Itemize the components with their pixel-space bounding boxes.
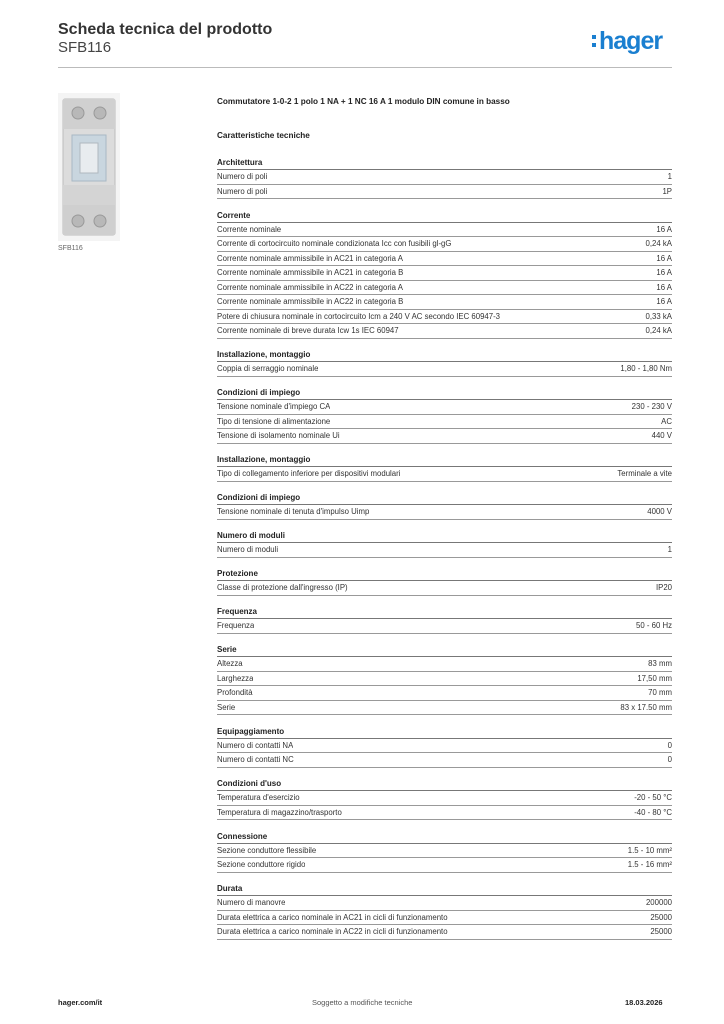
spec-value: 200000 (645, 898, 672, 907)
spec-value: 25000 (650, 927, 672, 936)
spec-label: Temperatura d'esercizio (217, 793, 300, 802)
spec-row (217, 281, 672, 296)
spec-section (217, 644, 672, 715)
spec-row (217, 739, 672, 754)
product-code: SFB116 (58, 39, 112, 56)
spec-row (217, 467, 672, 482)
spec-row (217, 237, 672, 252)
section-title: Numero di moduli (217, 530, 672, 543)
spec-label: Tipo di tensione di alimentazione (217, 416, 331, 426)
product-image (58, 93, 120, 241)
spec-label: Serie (217, 702, 236, 712)
spec-row (217, 672, 672, 687)
section-title: Frequenza (217, 606, 672, 619)
spec-content (217, 97, 672, 950)
spec-section (217, 883, 672, 940)
spec-row (217, 619, 672, 634)
spec-label: Durata elettrica a carico nominale in AC21 in cicli di funzionamento (217, 912, 448, 922)
spec-value: 16 A (656, 253, 672, 263)
spec-label: Corrente di cortocircuito nominale condizionata Icc con fusibili gl-gG (217, 239, 452, 248)
spec-row (217, 429, 672, 444)
spec-value: AC (661, 416, 672, 426)
section-title: Condizioni d'uso (217, 778, 672, 791)
spec-value: 0,24 kA (645, 326, 672, 335)
section-title: Durata (217, 883, 672, 896)
spec-label: Durata elettrica a carico nominale in AC22 in cicli di funzionamento (217, 927, 448, 936)
spec-row (217, 581, 672, 596)
logo-text: hager (599, 27, 663, 55)
spec-row (217, 806, 672, 821)
section-title: Condizioni di impiego (217, 492, 672, 505)
spec-section (217, 492, 672, 520)
page-title: Scheda tecnica del prodotto (58, 21, 273, 38)
spec-value: 1.5 - 16 mm² (627, 860, 672, 869)
spec-row (217, 911, 672, 926)
specs-heading: Caratteristiche tecniche (217, 131, 310, 140)
spec-value: Terminale a vite (617, 469, 672, 478)
spec-label: Tensione di isolamento nominale Ui (217, 431, 340, 440)
spec-value: 0,33 kA (645, 311, 672, 321)
section-title: Protezione (217, 568, 672, 581)
footer-date: 18.03.2026 (625, 998, 663, 1007)
spec-label: Frequenza (217, 621, 255, 630)
spec-row (217, 753, 672, 768)
spec-value: 4000 V (647, 507, 672, 516)
spec-row (217, 252, 672, 267)
spec-value: -20 - 50 °C (634, 793, 672, 802)
spec-label: Numero di contatti NC (217, 755, 294, 764)
spec-section (217, 606, 672, 634)
spec-value: 16 A (656, 297, 672, 306)
spec-row (217, 505, 672, 520)
spec-label: Sezione conduttore rigido (217, 860, 306, 869)
spec-label: Classe di protezione dall'ingresso (IP) (217, 583, 348, 592)
spec-row (217, 701, 672, 716)
spec-sections (217, 157, 672, 940)
spec-section (217, 568, 672, 596)
spec-label: Altezza (217, 659, 243, 668)
spec-value: 83 x 17.50 mm (620, 702, 672, 712)
spec-value: 230 - 230 V (631, 402, 672, 411)
spec-label: Corrente nominale ammissibile in AC22 in categoria A (217, 282, 403, 292)
spec-row (217, 310, 672, 325)
spec-row (217, 170, 672, 185)
spec-label: Temperatura di magazzino/trasporto (217, 807, 342, 817)
section-title: Connessione (217, 831, 672, 844)
section-title: Equipaggiamento (217, 726, 672, 739)
spec-value: 0 (667, 740, 672, 750)
spec-value: 17,50 mm (637, 673, 672, 683)
spec-label: Corrente nominale (217, 224, 282, 234)
spec-value: 16 A (656, 224, 672, 234)
product-description: Commutatore 1-0-2 1 polo 1 NA + 1 NC 16 A 1 modulo DIN comune in basso (217, 97, 510, 106)
spec-label: Potere di chiusura nominale in cortocircuito Icm a 240 V AC secondo IEC 60947-3 (217, 311, 501, 321)
spec-row (217, 686, 672, 701)
spec-section (217, 210, 672, 339)
spec-row (217, 896, 672, 911)
spec-label: Numero di poli (217, 172, 268, 181)
spec-value: 1,80 - 1,80 Nm (620, 364, 672, 373)
spec-label: Tipo di collegamento inferiore per dispositivi modulari (217, 469, 401, 478)
spec-value: 50 - 60 Hz (636, 621, 672, 630)
spec-section (217, 831, 672, 873)
spec-section (217, 778, 672, 820)
spec-label: Profondità (217, 688, 253, 697)
spec-label: Corrente nominale ammissibile in AC21 in categoria B (217, 268, 404, 277)
spec-row (217, 858, 672, 873)
spec-value: 25000 (650, 912, 672, 922)
spec-section (217, 726, 672, 768)
spec-section (217, 454, 672, 482)
logo-dots-icon (592, 31, 596, 49)
spec-row (217, 324, 672, 339)
spec-row (217, 400, 672, 415)
spec-row (217, 657, 672, 672)
spec-row (217, 185, 672, 200)
spec-section (217, 530, 672, 558)
spec-row (217, 791, 672, 806)
spec-row (217, 543, 672, 558)
spec-label: Corrente nominale ammissibile in AC21 in categoria A (217, 253, 403, 263)
spec-label: Sezione conduttore flessibile (217, 845, 317, 855)
switch-device-icon (58, 93, 120, 241)
spec-label: Numero di contatti NA (217, 740, 294, 750)
spec-value: 70 mm (648, 688, 672, 697)
hager-logo (592, 27, 662, 56)
spec-label: Tensione nominale di tenuta d'impulso Uimp (217, 507, 370, 516)
spec-section (217, 157, 672, 199)
spec-label: Larghezza (217, 673, 254, 683)
spec-value: 0 (667, 755, 672, 764)
section-title: Architettura (217, 157, 672, 170)
section-title: Installazione, montaggio (217, 454, 672, 467)
spec-value: 1 (667, 172, 672, 181)
spec-row (217, 415, 672, 430)
product-image-caption: SFB116 (58, 245, 83, 252)
spec-label: Numero di manovre (217, 898, 286, 907)
header-divider (58, 67, 672, 68)
footer-website[interactable]: hager.com/it (58, 998, 103, 1007)
spec-label: Tensione nominale d'impiego CA (217, 402, 331, 411)
spec-row (217, 223, 672, 238)
spec-label: Corrente nominale ammissibile in AC22 in categoria B (217, 297, 404, 306)
spec-row (217, 362, 672, 377)
spec-section (217, 349, 672, 377)
spec-label: Numero di poli (217, 186, 268, 196)
spec-value: 1.5 - 10 mm² (627, 845, 672, 855)
spec-row (217, 295, 672, 310)
footer-note: Soggetto a modifiche tecniche (312, 998, 413, 1007)
spec-value: 16 A (656, 268, 672, 277)
spec-value: 0,24 kA (645, 239, 672, 248)
spec-value: 83 mm (648, 659, 672, 668)
section-title: Serie (217, 644, 672, 657)
spec-label: Corrente nominale di breve durata Icw 1s IEC 60947 (217, 326, 399, 335)
spec-label: Numero di moduli (217, 545, 279, 554)
spec-section (217, 387, 672, 444)
section-title: Corrente (217, 210, 672, 223)
spec-row (217, 844, 672, 859)
spec-value: 1 (667, 545, 672, 554)
section-title: Installazione, montaggio (217, 349, 672, 362)
spec-value: 16 A (656, 282, 672, 292)
spec-row (217, 266, 672, 281)
spec-value: 440 V (651, 431, 672, 440)
spec-value: IP20 (655, 583, 672, 592)
spec-label: Coppia di serraggio nominale (217, 364, 319, 373)
spec-value: -40 - 80 °C (634, 807, 672, 817)
section-title: Condizioni di impiego (217, 387, 672, 400)
spec-value: 1P (662, 186, 672, 196)
spec-row (217, 925, 672, 940)
